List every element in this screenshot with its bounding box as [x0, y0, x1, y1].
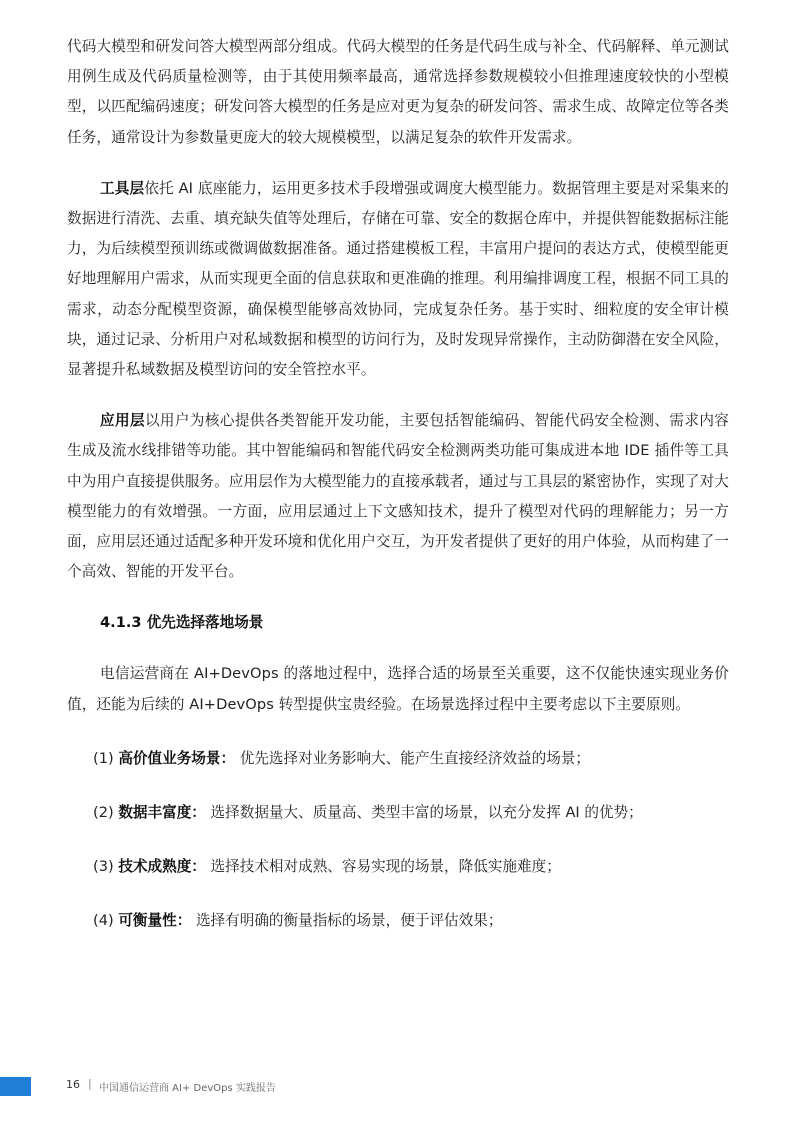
- paragraph-model-layer: 代码大模型和研发问答大模型两部分组成。代码大模型的任务是代码生成与补全、代码解释、单元测试用例生成及代码质量检测等，由于其使用频率最高，通常选择参数规模较小但推理速度较快的小型模型，以匹配编码速度；研发问答大模型的任务是应对更为复杂的研发问答、需求生成、故障定位等各类任务，通常设计为参数量更庞大的较大规模模型，以满足复杂的软件开发需求。: [67, 38, 729, 146]
- paragraph-tool-layer: [67, 174, 729, 385]
- principle-item-3: [67, 852, 729, 882]
- item-number: (3): [93, 857, 114, 875]
- footer-accent-bar: [0, 1077, 31, 1096]
- paragraph-application-layer: [67, 406, 729, 587]
- application-layer-term: 应用层: [100, 412, 145, 430]
- page-content: [67, 32, 729, 936]
- item-text: 选择技术相对成熟、容易实现的场景，降低实施难度；: [210, 857, 561, 875]
- item-text: 选择数据量大、质量高、类型丰富的场景，以充分发挥 AI 的优势；: [210, 803, 643, 821]
- principle-item-4: [67, 906, 729, 936]
- item-term: 可衡量性：: [118, 911, 192, 929]
- item-text: 优先选择对业务影响大、能产生直接经济效益的场景；: [239, 749, 590, 767]
- item-term: 技术成熟度：: [118, 857, 206, 875]
- section-heading: 4.1.3 优先选择落地场景: [100, 614, 264, 632]
- footer-separator: |: [88, 1077, 92, 1090]
- item-number: (2): [93, 803, 114, 821]
- tool-layer-text: 依托 AI 底座能力，运用更多技术手段增强或调度大模型能力。数据管理主要是对采集来的数据进行清洗、去重、填充缺失值等处理后，存储在可靠、安全的数据仓库中，并提供智能数据标注能力，为后续模型预训练或微调做数据准备。通过搭建模板工程，丰富用户提问的表达方式，使模型能更好地理解用户需求，从而实现更全面的信息获取和更准确的推理。利用编排调度工程，根据不同工具的需求，动态分配模型资源，确保模型能够高效协同，完成复杂任务。基于实时、细粒度的安全审计模块，通过记录、分析用户对私域数据和模型的访问行为，及时发现异常操作，主动防御潜在安全风险，显著提升私域数据及模型访问的安全管控水平。: [67, 179, 729, 379]
- item-term: 高价值业务场景：: [118, 749, 236, 767]
- item-number: (4): [93, 911, 114, 929]
- item-number: (1): [93, 749, 114, 767]
- paragraph-scene-selection: 电信运营商在 AI+DevOps 的落地过程中，选择合适的场景至关重要，这不仅能快速实现业务价值，还能为后续的 AI+DevOps 转型提供宝贵经验。在场景选择过程中主要考虑以下主要原则。: [67, 665, 729, 713]
- footer-report-title: 中国通信运营商 AI+ DevOps 实践报告: [99, 1083, 276, 1094]
- item-text: 选择有明确的衡量指标的场景，便于评估效果；: [195, 911, 503, 929]
- item-term: 数据丰富度：: [118, 803, 206, 821]
- tool-layer-term: 工具层: [100, 179, 145, 197]
- application-layer-text: 以用户为核心提供各类智能开发功能，主要包括智能编码、智能代码安全检测、需求内容生成及流水线排错等功能。其中智能编码和智能代码安全检测两类功能可集成进本地 IDE 插件等工具中为用户直接提供服务。应用层作为大模型能力的直接承载者，通过与工具层的紧密协作，实现了对大模型能力的有效增强。一方面，应用层通过上下文感知技术，提升了模型对代码的理解能力；另一方面，应用层还通过适配多种开发环境和优化用户交互，为开发者提供了更好的用户体验，从而构建了一个高效、智能的开发平台。: [67, 412, 729, 581]
- principle-item-2: [67, 798, 729, 828]
- principle-item-1: [67, 744, 729, 774]
- footer-page-number: 16: [66, 1078, 80, 1091]
